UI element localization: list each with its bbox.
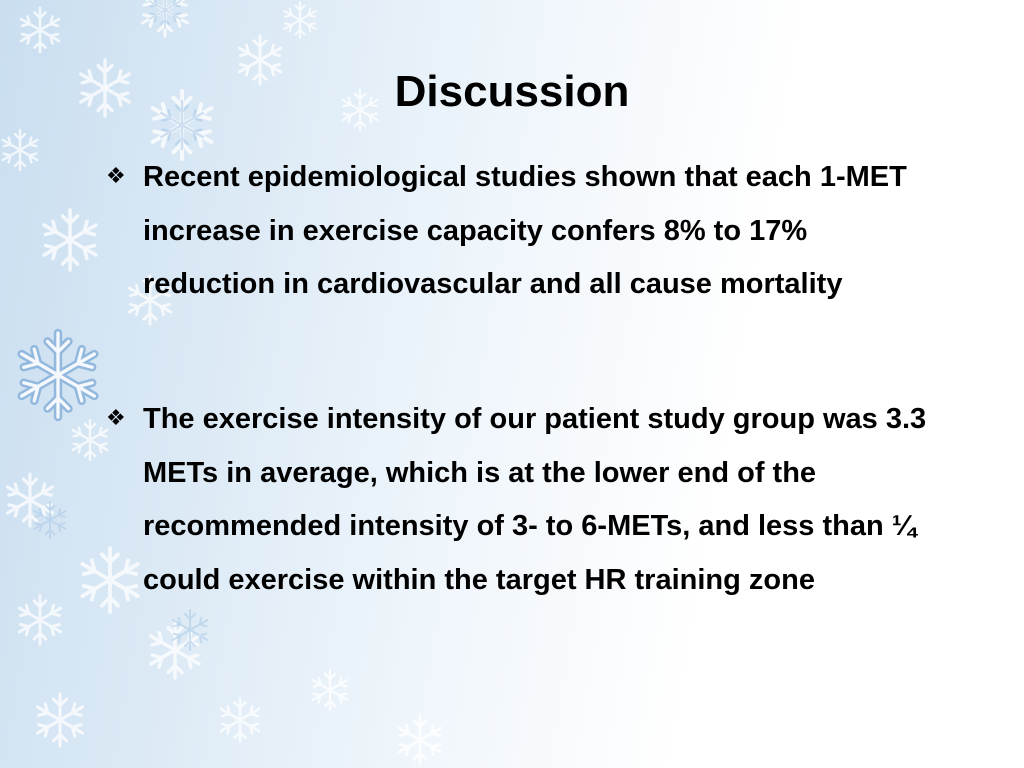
slide-title: Discussion <box>394 67 630 116</box>
diamond-bullet-icon: ❖ <box>106 405 126 430</box>
bullet-item <box>106 393 946 607</box>
diamond-bullet-icon: ❖ <box>106 163 126 188</box>
bullet-text: The exercise intensity of our patient study group was 3.3 METs in average, which is at the lower end of the recommended intensity of 3- to 6-METs, and less than ¼ could exercise within the target HR training zone <box>143 403 927 596</box>
bullet-item <box>106 151 946 312</box>
bullet-text: Recent epidemiological studies shown that each 1-MET increase in exercise capacity confers 8% to 17% reduction in cardiovascular and all cause mortality <box>143 161 907 300</box>
